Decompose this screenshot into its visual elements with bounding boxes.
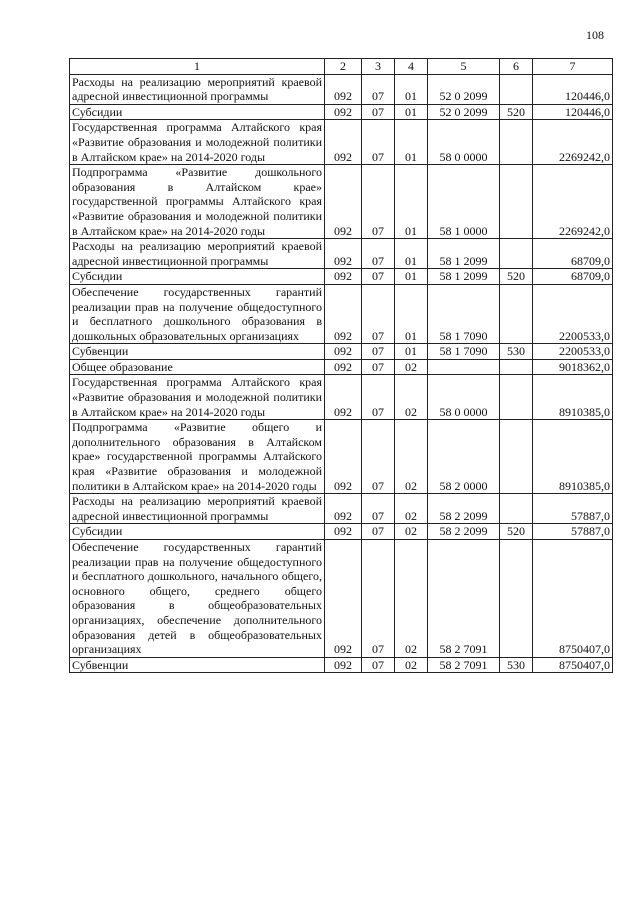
target-article-code: 58 0 0000 [428, 120, 500, 165]
amount: 2269242,0 [533, 165, 613, 239]
target-article-code: 58 2 0000 [428, 420, 500, 494]
subsection-code: 02 [395, 359, 428, 375]
table-row [70, 269, 613, 285]
expense-type-code [500, 284, 533, 343]
amount: 2269242,0 [533, 120, 613, 165]
expense-type-code [500, 359, 533, 375]
column-header: 7 [533, 59, 613, 75]
target-article-code: 58 1 7090 [428, 344, 500, 360]
section-code: 07 [362, 284, 395, 343]
row-name: Государственная программа Алтайского края «Развитие образования и молодежной политики в Алтайском крае» на 2014-2020 годы [70, 375, 325, 420]
expense-type-code: 520 [500, 524, 533, 540]
section-code: 07 [362, 420, 395, 494]
amount: 120446,0 [533, 74, 613, 104]
expense-type-code [500, 239, 533, 269]
ministry-code: 092 [325, 420, 362, 494]
section-code: 07 [362, 120, 395, 165]
ministry-code: 092 [325, 494, 362, 524]
target-article-code: 58 1 0000 [428, 165, 500, 239]
row-name: Субсидии [70, 104, 325, 120]
section-code: 07 [362, 239, 395, 269]
target-article-code: 58 1 2099 [428, 269, 500, 285]
section-code: 07 [362, 494, 395, 524]
amount: 8910385,0 [533, 375, 613, 420]
section-code: 07 [362, 540, 395, 658]
amount: 120446,0 [533, 104, 613, 120]
expense-type-code [500, 494, 533, 524]
ministry-code: 092 [325, 359, 362, 375]
column-header: 6 [500, 59, 533, 75]
section-code: 07 [362, 524, 395, 540]
row-name: Подпрограмма «Развитие дошкольного образования в Алтайском крае» государственной программы Алтайского края «Развитие образования и молодежной политики в Алтайском крае» на 2014-2020 годы [70, 165, 325, 239]
target-article-code: 58 2 7091 [428, 540, 500, 658]
ministry-code: 092 [325, 239, 362, 269]
ministry-code: 092 [325, 104, 362, 120]
subsection-code: 01 [395, 120, 428, 165]
expense-type-code [500, 74, 533, 104]
expense-type-code: 520 [500, 269, 533, 285]
amount: 68709,0 [533, 239, 613, 269]
ministry-code: 092 [325, 74, 362, 104]
subsection-code: 01 [395, 284, 428, 343]
ministry-code: 092 [325, 120, 362, 165]
subsection-code: 01 [395, 165, 428, 239]
subsection-code: 01 [395, 239, 428, 269]
expense-type-code [500, 420, 533, 494]
table-row [70, 74, 613, 104]
ministry-code: 092 [325, 524, 362, 540]
row-name: Обеспечение государственных гарантий реализации прав на получение общедоступного и бесплатного дошкольного, начального общего, основного общего, среднего общего образования в общеобразовательных организациях, обеспечение дополнительного образования детей в общеобразовательных организациях [70, 540, 325, 658]
table-row [70, 657, 613, 673]
expense-type-code [500, 540, 533, 658]
subsection-code: 02 [395, 494, 428, 524]
table-row [70, 165, 613, 239]
row-name: Государственная программа Алтайского края «Развитие образования и молодежной политики в Алтайском крае» на 2014-2020 годы [70, 120, 325, 165]
ministry-code: 092 [325, 657, 362, 673]
subsection-code: 02 [395, 524, 428, 540]
subsection-code: 02 [395, 657, 428, 673]
row-name: Субвенции [70, 657, 325, 673]
subsection-code: 02 [395, 540, 428, 658]
row-name: Субсидии [70, 269, 325, 285]
expense-type-code [500, 120, 533, 165]
row-name: Субсидии [70, 524, 325, 540]
section-code: 07 [362, 74, 395, 104]
section-code: 07 [362, 165, 395, 239]
table-row [70, 284, 613, 343]
target-article-code: 58 1 2099 [428, 239, 500, 269]
column-header-row [70, 59, 613, 75]
subsection-code: 01 [395, 74, 428, 104]
amount: 68709,0 [533, 269, 613, 285]
target-article-code: 58 2 2099 [428, 524, 500, 540]
page-number: 108 [586, 28, 604, 42]
table-row [70, 494, 613, 524]
row-name: Расходы на реализацию мероприятий краевой адресной инвестиционной программы [70, 239, 325, 269]
subsection-code: 01 [395, 269, 428, 285]
row-name: Обеспечение государственных гарантий реализации прав на получение общедоступного и бесплатного дошкольного образования в дошкольных образовательных организациях [70, 284, 325, 343]
table-row [70, 344, 613, 360]
amount: 8910385,0 [533, 420, 613, 494]
amount: 2200533,0 [533, 344, 613, 360]
column-header: 3 [362, 59, 395, 75]
expense-type-code [500, 375, 533, 420]
table-row [70, 120, 613, 165]
subsection-code: 02 [395, 375, 428, 420]
row-name: Субвенции [70, 344, 325, 360]
target-article-code: 58 1 7090 [428, 284, 500, 343]
amount: 57887,0 [533, 524, 613, 540]
expense-type-code: 530 [500, 657, 533, 673]
amount: 2200533,0 [533, 284, 613, 343]
column-header: 5 [428, 59, 500, 75]
section-code: 07 [362, 359, 395, 375]
target-article-code: 58 0 0000 [428, 375, 500, 420]
budget-table [69, 58, 613, 673]
row-name: Расходы на реализацию мероприятий краевой адресной инвестиционной программы [70, 74, 325, 104]
target-article-code: 58 2 2099 [428, 494, 500, 524]
target-article-code: 58 2 7091 [428, 657, 500, 673]
table-row [70, 524, 613, 540]
ministry-code: 092 [325, 284, 362, 343]
table-row [70, 420, 613, 494]
column-header: 2 [325, 59, 362, 75]
ministry-code: 092 [325, 344, 362, 360]
expense-type-code: 530 [500, 344, 533, 360]
section-code: 07 [362, 375, 395, 420]
subsection-code: 01 [395, 104, 428, 120]
row-name: Расходы на реализацию мероприятий краевой адресной инвестиционной программы [70, 494, 325, 524]
amount: 57887,0 [533, 494, 613, 524]
expense-type-code: 520 [500, 104, 533, 120]
target-article-code [428, 359, 500, 375]
section-code: 07 [362, 344, 395, 360]
amount: 8750407,0 [533, 657, 613, 673]
section-code: 07 [362, 657, 395, 673]
table-row [70, 540, 613, 658]
column-header: 4 [395, 59, 428, 75]
table-row [70, 359, 613, 375]
table-body [70, 59, 613, 673]
amount: 8750407,0 [533, 540, 613, 658]
ministry-code: 092 [325, 375, 362, 420]
section-code: 07 [362, 269, 395, 285]
subsection-code: 01 [395, 344, 428, 360]
expense-type-code [500, 165, 533, 239]
table-row [70, 104, 613, 120]
amount: 9018362,0 [533, 359, 613, 375]
table-row [70, 239, 613, 269]
row-name: Подпрограмма «Развитие общего и дополнительного образования в Алтайском крае» государственной программы Алтайского края «Развитие образования и молодежной политики в Алтайском крае» на 2014-2020 годы [70, 420, 325, 494]
row-name: Общее образование [70, 359, 325, 375]
ministry-code: 092 [325, 165, 362, 239]
subsection-code: 02 [395, 420, 428, 494]
table-row [70, 375, 613, 420]
ministry-code: 092 [325, 269, 362, 285]
section-code: 07 [362, 104, 395, 120]
target-article-code: 52 0 2099 [428, 74, 500, 104]
ministry-code: 092 [325, 540, 362, 658]
target-article-code: 52 0 2099 [428, 104, 500, 120]
column-header: 1 [70, 59, 325, 75]
